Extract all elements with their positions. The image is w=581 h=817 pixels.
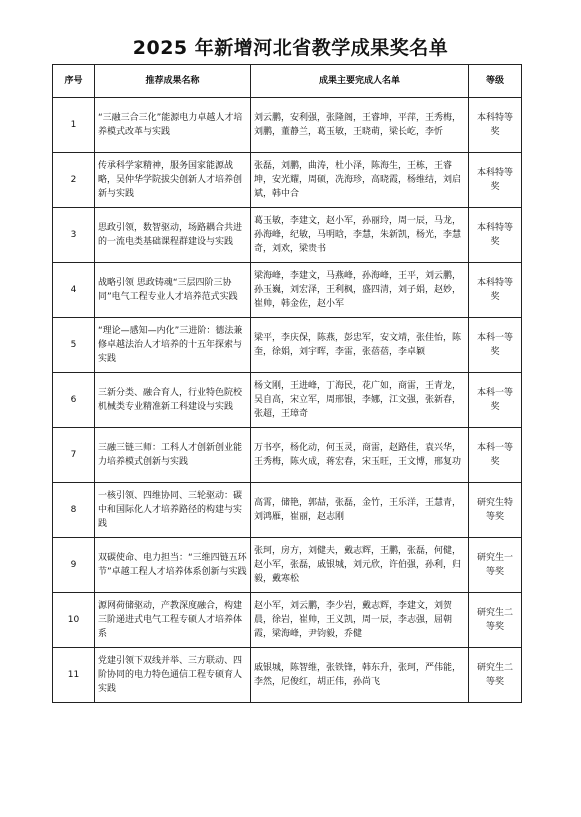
award-grade: 本科一等奖 — [469, 373, 522, 428]
table-row — [53, 98, 522, 153]
contributors: 张磊，刘鹏，曲涛，杜小泽，陈海生，王栋，王睿坤，安光耀，周硕，冼海珍，高晓霞，杨维结，刘启斌，韩中合 — [251, 153, 469, 208]
row-number: 4 — [53, 263, 95, 318]
award-grade: 研究生二等奖 — [469, 648, 522, 703]
achievement-name: 党建引领下双线并举、三方联动、四阶协同的电力特色通信工程专硕育人实践 — [95, 648, 251, 703]
achievement-name: 传承科学家精神，服务国家能源战略，吴仲华学院拔尖创新人才培养创新与实践 — [95, 153, 251, 208]
table-row — [53, 538, 522, 593]
achievement-name: “理论—感知—内化”三进阶：德法兼修卓越法治人才培养的十五年探索与实践 — [95, 318, 251, 373]
award-table — [52, 64, 522, 703]
row-number: 10 — [53, 593, 95, 648]
contributors: 万书亭，杨化动，何玉灵，商雷，赵路佳，袁兴华，王秀梅，陈火成，蒋宏春，宋玉旺，王文博，邢复功 — [251, 428, 469, 483]
table-row — [53, 318, 522, 373]
header-people: 成果主要完成人名单 — [251, 65, 469, 98]
table-row — [53, 263, 522, 318]
table-row — [53, 593, 522, 648]
table-row — [53, 208, 522, 263]
achievement-name: 三融三链三师：工科人才创新创业能力培养模式创新与实践 — [95, 428, 251, 483]
table-row — [53, 483, 522, 538]
award-grade: 本科特等奖 — [469, 208, 522, 263]
contributors: 刘云鹏，安利强，张隆阁，王睿坤，平萍，王秀梅，刘鹏，董静兰，葛玉敏，王晓萌，梁长屹，李忻 — [251, 98, 469, 153]
contributors: 梁平，李庆保，陈燕，彭忠军，安文靖，张佳怡，陈奎，徐娟，刘宇晖，李雷，张蓓蓓，李卓颖 — [251, 318, 469, 373]
row-number: 11 — [53, 648, 95, 703]
contributors: 杨文刚，王进峰，丁海民，花广如，商雷，王青龙，吴自高，宋立军，周邢银，李娜，江文强，张新春，张超，王璋奇 — [251, 373, 469, 428]
award-grade: 研究生二等奖 — [469, 593, 522, 648]
contributors: 高霄，储艳，郭喆，张磊，金竹，王乐洋，王慧青，刘鸿雁，崔丽，赵志刚 — [251, 483, 469, 538]
contributors: 戚银城，陈智维，张铁锋，韩东升，张珂，严伟能，李然，尼俊红，胡正伟，孙尚飞 — [251, 648, 469, 703]
contributors: 张珂，房方，刘健夫，戴志辉，王鹏，张磊，何健，赵小军，张磊，戚银城，刘元欣，许伯强，孙利，归毅，戴寒松 — [251, 538, 469, 593]
achievement-name: 思政引领，数智驱动，场路耦合共进的一流电类基础课程群建设与实践 — [95, 208, 251, 263]
page-title: 2025 年新增河北省教学成果奖名单 — [132, 37, 449, 59]
award-grade: 本科特等奖 — [469, 263, 522, 318]
award-grade: 本科特等奖 — [469, 98, 522, 153]
achievement-name: 源网荷储驱动，产教深度融合，构建三阶递进式电气工程专硕人才培养体系 — [95, 593, 251, 648]
table-row — [53, 428, 522, 483]
row-number: 6 — [53, 373, 95, 428]
row-number: 9 — [53, 538, 95, 593]
award-grade: 研究生特等奖 — [469, 483, 522, 538]
table-row — [53, 648, 522, 703]
table-row — [53, 373, 522, 428]
header-name: 推荐成果名称 — [95, 65, 251, 98]
table-header-row — [53, 65, 522, 98]
row-number: 7 — [53, 428, 95, 483]
achievement-name: 三新分类、融合育人，行业特色院校机械类专业精准新工科建设与实践 — [95, 373, 251, 428]
contributors: 葛玉敏，李建文，赵小军，孙丽玲，周一辰，马龙，孙海峰，纪敏，马明晗，李慧，朱新凯，杨光，李慧奇，刘欢，梁贵书 — [251, 208, 469, 263]
row-number: 1 — [53, 98, 95, 153]
achievement-name: 战略引领 思政铸魂“三层四阶三协同”电气工程专业人才培养范式实践 — [95, 263, 251, 318]
row-number: 8 — [53, 483, 95, 538]
header-no: 序号 — [53, 65, 95, 98]
achievement-name: “三融三合三化”能源电力卓越人才培养模式改革与实践 — [95, 98, 251, 153]
contributors: 梁海峰，李建文，马燕峰，孙海峰，王平，刘云鹏，孙玉巍，刘宏泽，王利枫，盛四清，刘子娟，赵妙，崔帅，韩金佐，赵小军 — [251, 263, 469, 318]
achievement-name: 双碳使命、电力担当：“三维四链五环节”卓越工程人才培养体系创新与实践 — [95, 538, 251, 593]
header-grade: 等级 — [469, 65, 522, 98]
award-grade: 本科特等奖 — [469, 153, 522, 208]
row-number: 2 — [53, 153, 95, 208]
row-number: 3 — [53, 208, 95, 263]
award-grade: 研究生一等奖 — [469, 538, 522, 593]
award-grade: 本科一等奖 — [469, 428, 522, 483]
award-grade: 本科一等奖 — [469, 318, 522, 373]
table-row — [53, 153, 522, 208]
row-number: 5 — [53, 318, 95, 373]
contributors: 赵小军，刘云鹏，李少岩，戴志辉，李建文，刘贺晨，徐岩，崔帅，王义凯，周一辰，李志强，屈朝霞，梁海峰，尹钧毅，乔健 — [251, 593, 469, 648]
achievement-name: 一核引领、四维协同、三轮驱动：碳中和国际化人才培养路径的构建与实践 — [95, 483, 251, 538]
